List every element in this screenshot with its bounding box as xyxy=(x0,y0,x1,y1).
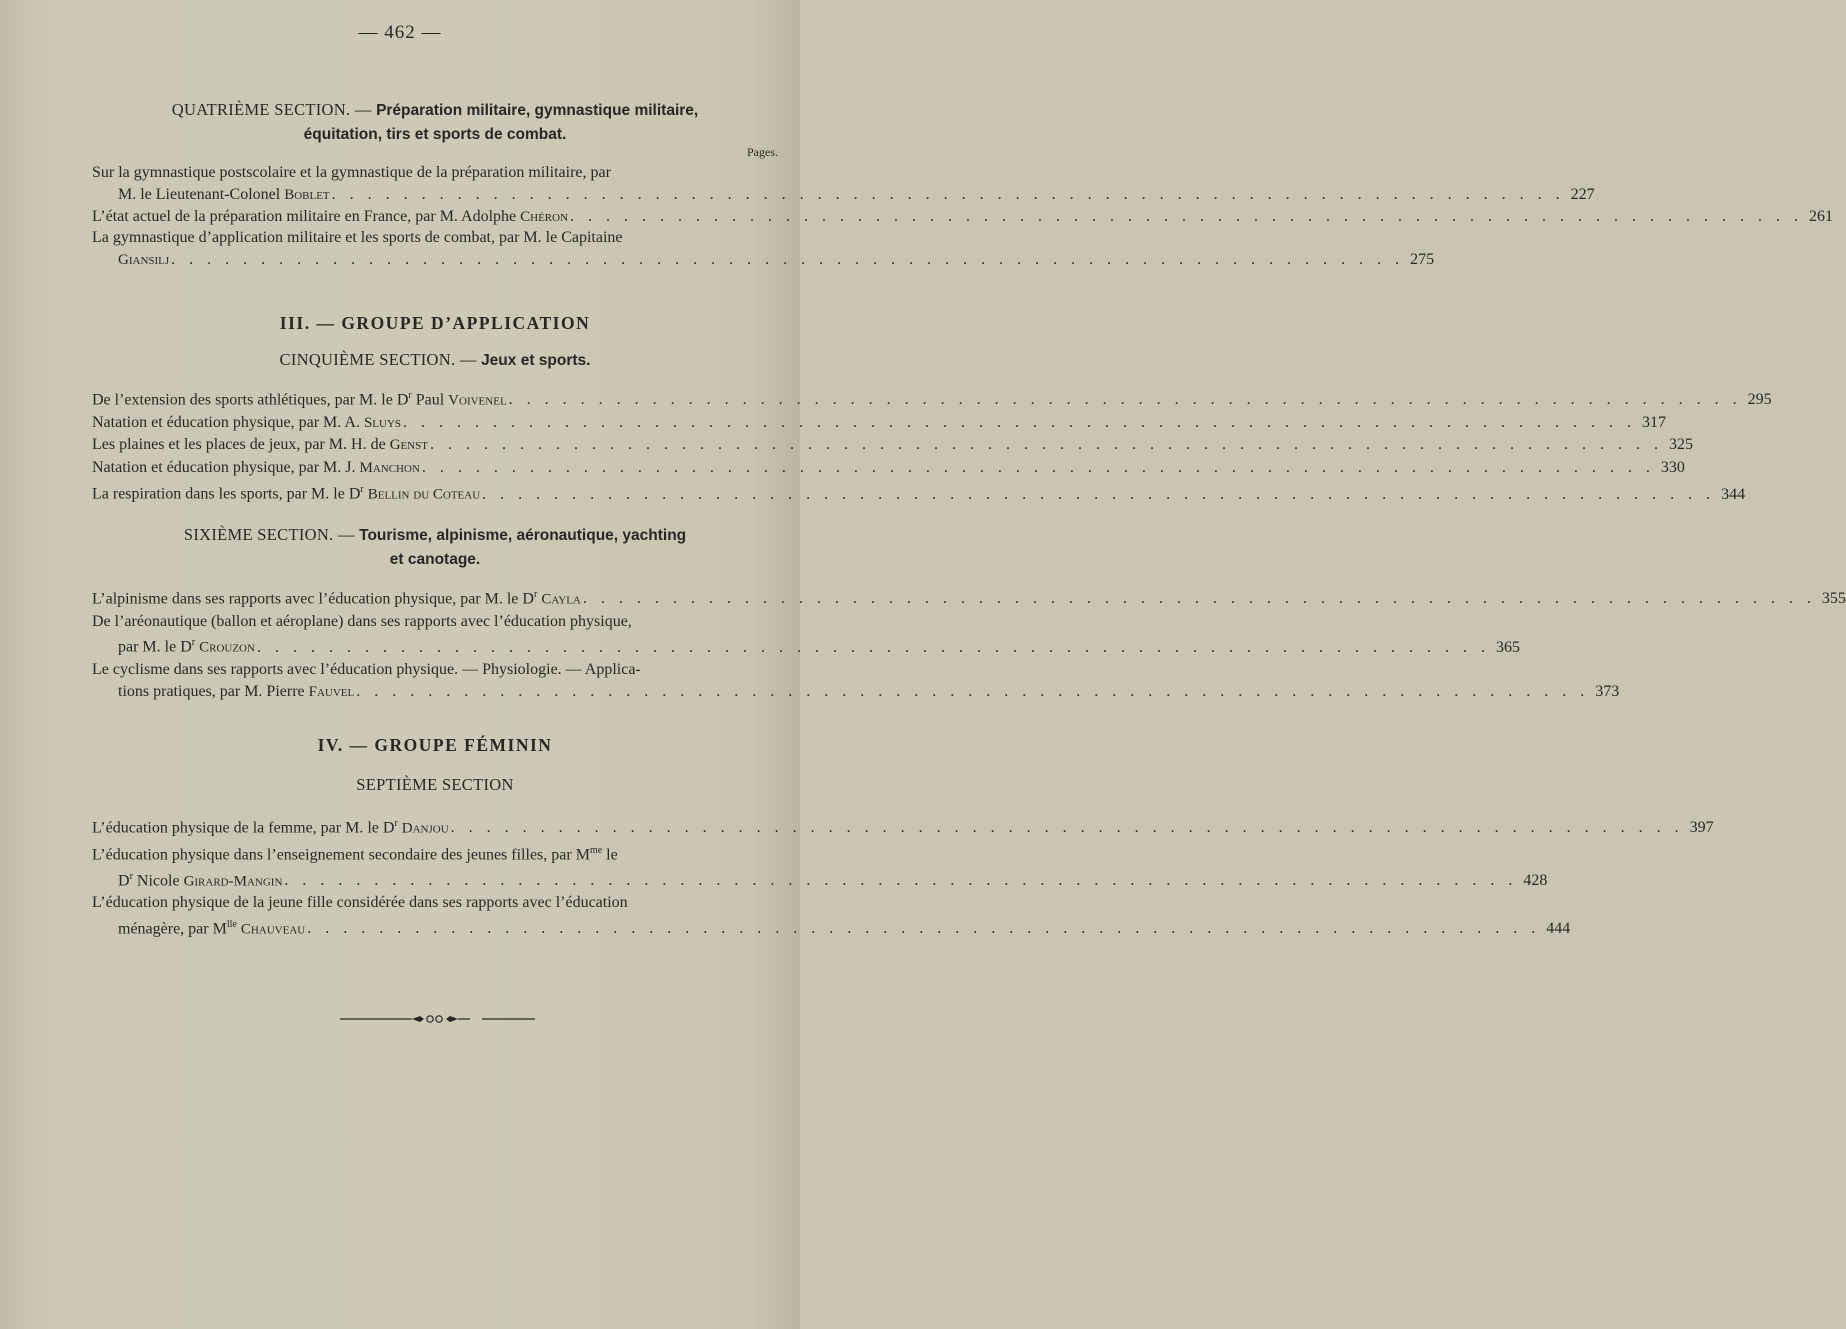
author-name: Fauvel xyxy=(308,683,355,700)
author-name: Manchon xyxy=(359,459,420,476)
entry-text: M. le Lieutenant-Colonel xyxy=(118,185,285,203)
author-name: Girard-Mangin xyxy=(183,872,283,889)
section-4-title-1: Préparation militaire, gymnastique militaire, xyxy=(376,102,699,119)
toc-entry: Les plaines et les places de jeux, par M. H. de Genst . . . 325 xyxy=(92,434,778,457)
toc-entry: Le cyclisme dans ses rapports avec l’éducation physique. — Physiologie. — Applica- tions pratiques, par M. Pierre Fauvel . . . 373 xyxy=(92,659,778,703)
toc-entry: L’éducation physique dans l’enseignement secondaire des jeunes filles, par $M^{me}$ le $D^r$ Nicole Girard-Mangin . . . 428 xyxy=(92,840,778,893)
decorative-divider-icon xyxy=(340,1012,535,1026)
dot-leader xyxy=(570,206,1803,228)
dot-leader xyxy=(422,457,1655,479)
toc-entry: La respiration dans les sports, par M. le $D^r$ Bellin du Coteau . . . 344 xyxy=(92,479,778,506)
entry-text: L’état actuel de la préparation militaire en France, par M. Adolphe xyxy=(92,208,521,225)
dot-leader xyxy=(403,412,1636,434)
toc-entry xyxy=(92,162,1595,206)
dot-leader xyxy=(332,184,1565,206)
page-ref: 444 xyxy=(1546,920,1571,938)
toc-entry: L’éducation physique de la jeune fille considérée dans ses rapports avec l’éducation ménagère, par $M^{lle}$ Chauveau . . . 444 xyxy=(92,892,778,940)
toc-entry: Natation et éducation physique, par M. A. Sluys . . . 317 xyxy=(92,412,778,435)
section-5-title: Jeux et sports. xyxy=(481,352,591,369)
group-3-heading: III. — GROUPE D’APPLICATION xyxy=(279,313,591,333)
dot-leader xyxy=(284,870,1517,892)
section-6-lead: SIXIÈME SECTION. — xyxy=(183,525,360,544)
author-name: Voivenel xyxy=(448,392,507,409)
section-6-heading xyxy=(92,523,778,571)
toc-entry: L’éducation physique de la femme, par M. le $D^r$ Danjou . . . 397 xyxy=(92,813,778,840)
page-ref: 373 xyxy=(1595,682,1620,700)
author-name: Boblet xyxy=(284,186,330,203)
page-ref: 295 xyxy=(1747,391,1772,409)
author-name: Genst xyxy=(389,437,429,454)
page-ref: 330 xyxy=(1660,458,1685,476)
author-name: Bellin du Coteau xyxy=(367,486,481,503)
toc-entry: Natation et éducation physique, par M. J. Manchon . . . 330 xyxy=(92,457,778,480)
dot-leader xyxy=(356,681,1589,703)
section-7-heading: SEPTIÈME SECTION xyxy=(356,775,514,794)
toc-entry: De l’extension des sports athlétiques, par M. le $D^r$ Paul Voivenel . . . 295 xyxy=(92,385,778,412)
section-6-title-2: et canotage. xyxy=(389,551,481,568)
dot-leader xyxy=(451,817,1684,839)
page-ref: 317 xyxy=(1642,413,1667,431)
author-name: Danjou xyxy=(401,820,449,837)
page-ref: 428 xyxy=(1523,871,1548,889)
toc-list-section-5 xyxy=(92,385,1772,506)
page-ref: 365 xyxy=(1495,638,1520,656)
toc-entry: L’alpinisme dans ses rapports avec l’éducation physique, par M. le $D^r$ Cayla . . . 355 xyxy=(92,584,778,611)
page-ref: 397 xyxy=(1689,819,1714,837)
toc-entry xyxy=(92,227,1435,271)
toc-entry: De l’aréonautique (ballon et aéroplane) dans ses rapports avec l’éducation physique, par M. le $D^r$ Crouzon . . . 365 xyxy=(92,611,778,659)
section-6-title-1: Tourisme, alpinisme, aéronautique, yachting xyxy=(359,527,687,544)
dot-leader xyxy=(171,249,1404,271)
section-5-lead: CINQUIÈME SECTION. — xyxy=(279,350,482,369)
dot-leader xyxy=(307,918,1540,940)
toc-list-section-7 xyxy=(92,813,1714,941)
author-name: Chéron xyxy=(520,209,569,225)
dot-leader xyxy=(482,484,1715,506)
toc-entry xyxy=(92,206,1834,229)
section-4-title-2: équitation, tirs et sports de combat. xyxy=(303,126,567,143)
page-ref: 227 xyxy=(1570,185,1595,203)
author-name: Chauveau xyxy=(240,921,306,938)
author-name: Crouzon xyxy=(199,639,255,656)
section-4-heading xyxy=(92,98,778,146)
toc-list-section-6 xyxy=(92,584,1846,703)
page-number: — 462 — xyxy=(358,22,442,43)
page-ref: 355 xyxy=(1821,590,1846,608)
section-5-heading xyxy=(92,348,778,372)
author-name: Cayla xyxy=(541,591,581,608)
page-ref: 261 xyxy=(1809,208,1834,225)
entry-text: La gymnastique d’application militaire et les sports de combat, par M. le Capitaine xyxy=(92,229,623,246)
page-ref: 325 xyxy=(1669,436,1694,454)
section-4-lead: QUATRIÈME SECTION. — xyxy=(171,100,377,119)
author-name: Giansilj xyxy=(118,251,170,268)
page-ref: 344 xyxy=(1721,485,1746,503)
page-ref: 275 xyxy=(1410,250,1435,268)
pages-label: Pages. xyxy=(747,145,778,159)
entry-text: Sur la gymnastique postscolaire et la gymnastique de la préparation militaire, par xyxy=(92,164,611,181)
author-name: Sluys xyxy=(363,414,402,431)
dot-leader xyxy=(583,588,1816,610)
dot-leader xyxy=(509,389,1742,411)
dot-leader xyxy=(430,434,1663,456)
group-4-heading: IV. — GROUPE FÉMININ xyxy=(317,735,553,755)
dot-leader xyxy=(257,637,1490,659)
